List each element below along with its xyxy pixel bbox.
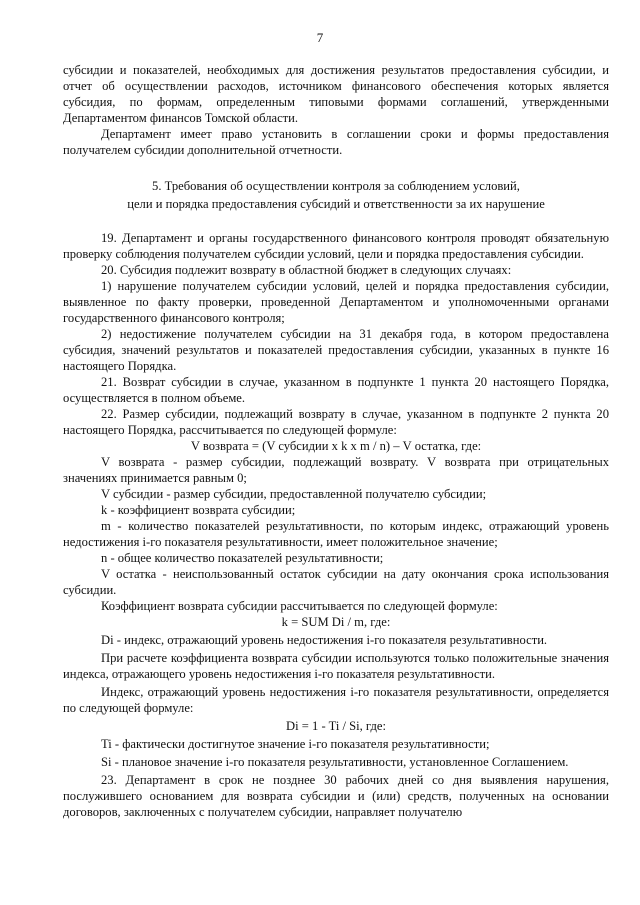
paragraph: 23. Департамент в срок не позднее 30 рабочих дней со дня выявления нарушения, послужившего основанием для возврата субсидии и (или) средств, полученных на основании договоров, заключенных с получателем субсидии, направляет получателю: [63, 773, 609, 819]
paragraph: k - коэффициент возврата субсидии;: [101, 503, 296, 517]
paragraph: V субсидии - размер субсидии, предоставленной получателю субсидии;: [101, 487, 487, 501]
paragraph: Si - плановое значение i-го показателя результативности, установленное Соглашением.: [101, 755, 569, 769]
paragraph: V остатка - неиспользованный остаток субсидии на дату окончания срока использования субсидии.: [63, 567, 609, 597]
paragraph: Индекс, отражающий уровень недостижения i-го показателя результативности, определяется по следующей формуле:: [63, 685, 609, 715]
formula: V возврата = (V субсидии x k x m / n) – V остатка, где:: [190, 439, 482, 453]
paragraph: n - общее количество показателей результативности;: [101, 551, 384, 565]
paragraph: 1) нарушение получателем субсидии условий, целей и порядка предоставления субсидии, выявленное по факту проверки, проведенной Департаментом и уполномоченными органами государственного финансового контроля;: [63, 279, 609, 325]
paragraph: 20. Субсидия подлежит возврату в областной бюджет в следующих случаях:: [101, 263, 512, 277]
paragraph: Департамент имеет право установить в соглашении сроки и формы предоставления получателем субсидии дополнительной отчетности.: [63, 127, 609, 157]
paragraph: 2) недостижение получателем субсидии на 31 декабря года, в котором предоставлена субсидия, значений результатов и показателей предоставления субсидии, указанных в пункте 16 настоящего Порядка.: [63, 327, 609, 373]
document-body: [63, 62, 609, 820]
section-heading: [63, 177, 609, 213]
paragraph: Di - индекс, отражающий уровень недостижения i-го показателя результативности.: [101, 633, 548, 647]
formula: Di = 1 - Ti / Si, где:: [286, 719, 386, 733]
formula: k = SUM Di / m, где:: [281, 615, 391, 629]
paragraph: субсидии и показателей, необходимых для достижения результатов предоставления субсидии, и отчет об осуществлении расходов, источником финансового обеспечения которых является субсидия, по формам, определенным типовыми формами соглашений, утвержденными Департаментом финансов Томской области.: [63, 63, 609, 125]
paragraph: 21. Возврат субсидии в случае, указанном в подпункте 1 пункта 20 настоящего Порядка, осуществляется в полном объеме.: [63, 375, 609, 405]
section-heading-line: цели и порядка предоставления субсидий и ответственности за их нарушение: [127, 197, 545, 211]
paragraph: Ti - фактически достигнутое значение i-го показателя результативности;: [101, 737, 490, 751]
paragraph: 19. Департамент и органы государственного финансового контроля проводят обязательную проверку соблюдения получателем субсидии условий, цели и порядка предоставления субсидии.: [63, 231, 609, 261]
paragraph: V возврата - размер субсидии, подлежащий возврату. V возврата при отрицательных значениях принимается равным 0;: [63, 455, 609, 485]
paragraph: При расчете коэффициента возврата субсидии используются только положительные значения индекса, отражающего уровень недостижения i-го показателя результативности.: [63, 651, 609, 681]
paragraph: Коэффициент возврата субсидии рассчитывается по следующей формуле:: [101, 599, 498, 613]
section-heading-line: 5. Требования об осуществлении контроля за соблюдением условий,: [152, 179, 520, 193]
paragraph: 22. Размер субсидии, подлежащий возврату в случае, указанном в подпункте 2 пункта 20 настоящего Порядка, рассчитывается по следующей формуле:: [63, 407, 609, 437]
page-number: 7: [316, 30, 324, 45]
paragraph: m - количество показателей результативности, по которым индекс, отражающий уровень недостижения i-го показателя результативности, имеет положительное значение;: [63, 519, 609, 549]
